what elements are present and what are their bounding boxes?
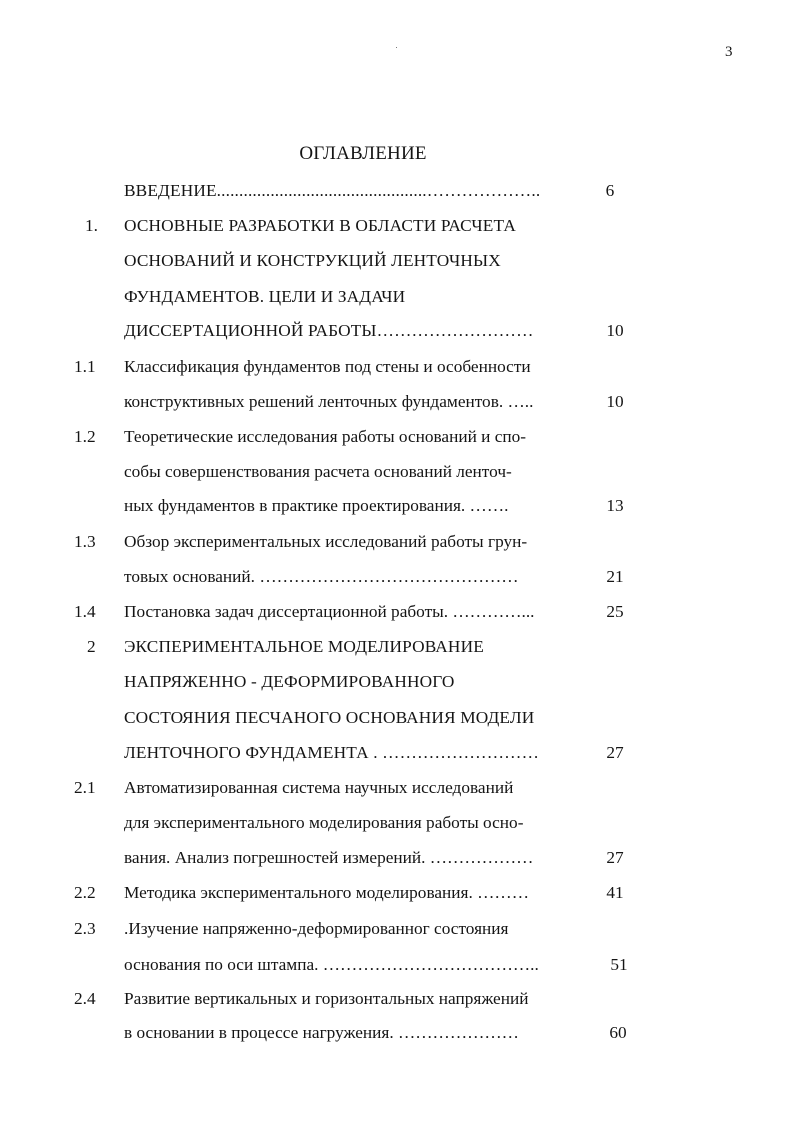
toc-entry-text: вания. Анализ погрешностей измерений. ……………… (124, 848, 534, 867)
toc-entry-page: 10 (606, 321, 624, 340)
toc-entry-text: СОСТОЯНИЯ ПЕСЧАНОГО ОСНОВАНИЯ МОДЕЛИ (124, 708, 535, 727)
toc-entry-page: 60 (609, 1023, 627, 1042)
toc-entry-page: 27 (606, 743, 624, 762)
toc-entry-text: ДИССЕРТАЦИОННОЙ РАБОТЫ……………………… (124, 321, 534, 340)
toc-entry-text: ОСНОВНЫЕ РАЗРАБОТКИ В ОБЛАСТИ РАСЧЕТА (124, 216, 516, 235)
toc-entry-text: ВВЕДЕНИЕ...............................................……………….. (124, 181, 541, 200)
scan-speck (396, 47, 397, 48)
toc-entry-text: товых оснований. ……………………………………… (124, 567, 519, 586)
toc-entry-page: 51 (610, 955, 628, 974)
toc-entry-text: ных фундаментов в практике проектирования. ……. (124, 496, 509, 515)
toc-entry-text: основания по оси штампа. ……………………………….. (124, 955, 539, 974)
toc-entry-number: 1.3 (74, 532, 96, 551)
toc-entry-text: конструктивных решений ленточных фундаментов. ….. (124, 392, 534, 411)
toc-entry-text: НАПРЯЖЕННО - ДЕФОРМИРОВАННОГО (124, 672, 455, 691)
toc-entry-number: 1.4 (74, 602, 96, 621)
toc-entry-number: 2.3 (74, 919, 96, 938)
toc-entry-page: 25 (606, 602, 624, 621)
toc-entry-text: ФУНДАМЕНТОВ. ЦЕЛИ И ЗАДАЧИ (124, 287, 406, 306)
toc-entry-text: Методика экспериментального моделирования. ……… (124, 883, 529, 902)
toc-entry-text: для экспериментального моделирования работы осно- (124, 813, 524, 832)
toc-entry-text: Развитие вертикальных и горизонтальных напряжений (124, 989, 529, 1008)
toc-entry-text: Теоретические исследования работы оснований и спо- (124, 427, 527, 446)
toc-entry-number: 1.1 (74, 357, 96, 376)
toc-entry-number: 1.2 (74, 427, 96, 446)
page-number: 3 (725, 44, 733, 60)
toc-entry-page: 21 (606, 567, 624, 586)
toc-title: ОГЛАВЛЕНИЕ (299, 143, 427, 164)
toc-entry-number: 2.2 (74, 883, 96, 902)
toc-entry-page: 13 (606, 496, 624, 515)
toc-entry-number: 2 (87, 637, 96, 656)
toc-entry-text: .Изучение напряженно-деформированног состояния (124, 919, 509, 938)
toc-entry-text: Автоматизированная система научных исследований (124, 778, 514, 797)
toc-entry-page: 27 (606, 848, 624, 867)
toc-entry-text: в основании в процессе нагружения. ………………… (124, 1023, 519, 1042)
toc-entry-text: ЭКСПЕРИМЕНТАЛЬНОЕ МОДЕЛИРОВАНИЕ (124, 637, 484, 656)
toc-entry-number: 1. (85, 216, 98, 235)
toc-entry-text: Классификация фундаментов под стены и особенности (124, 357, 531, 376)
toc-entry-text: Обзор экспериментальных исследований работы грун- (124, 532, 528, 551)
toc-entry-text: ЛЕНТОЧНОГО ФУНДАМЕНТА . ……………………… (124, 743, 540, 762)
toc-entry-page: 41 (606, 883, 624, 902)
toc-entry-text: ОСНОВАНИЙ И КОНСТРУКЦИЙ ЛЕНТОЧНЫХ (124, 251, 501, 270)
toc-entry-text: собы совершенствования расчета оснований ленточ- (124, 462, 512, 481)
toc-entry-text: Постановка задач диссертационной работы. …………... (124, 602, 535, 621)
toc-entry-number: 2.4 (74, 989, 96, 1008)
toc-entry-page: 10 (606, 392, 624, 411)
toc-entry-number: 2.1 (74, 778, 96, 797)
toc-entry-page: 6 (605, 181, 615, 200)
